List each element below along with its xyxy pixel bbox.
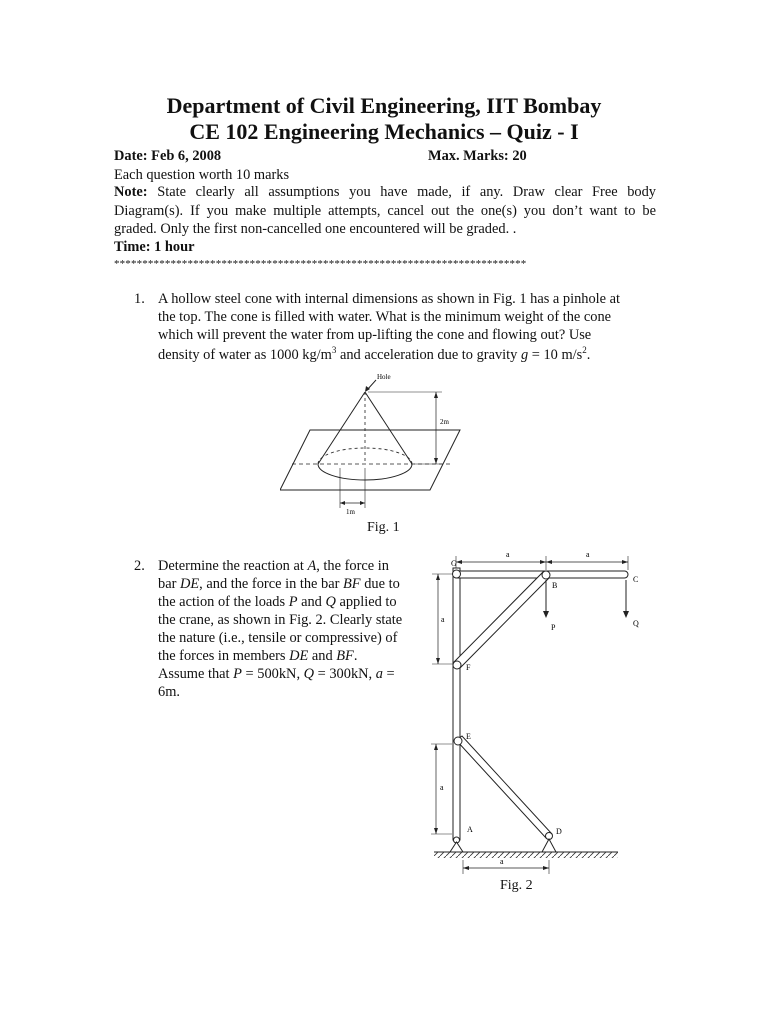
q2-line-4: the crane, as shown in Fig. 2. Clearly state (158, 612, 403, 628)
fig2-support-a (450, 842, 463, 852)
fig2-label-q: Q (633, 619, 639, 628)
q1-line-1: A hollow steel cone with internal dimensions as shown in Fig. 1 has a pinhole at (158, 291, 621, 307)
fig2-pin-b (542, 571, 550, 579)
fig1-caption: Fig. 1 (367, 520, 400, 535)
note-text-1: State clearly all assumptions you have made, if any. Draw clear Free body (157, 184, 656, 200)
fig1-cone-diagram (280, 368, 480, 516)
q1-line-2: the top. The cone is filled with water. What is the minimum weight of the cone (158, 309, 612, 325)
fig1-cone-left (318, 392, 365, 464)
marks-note: Each question worth 10 marks (114, 167, 290, 183)
fig2-label-b: B (552, 581, 558, 590)
fig2-pin-g (453, 570, 461, 578)
fig2-pin-f (453, 661, 461, 669)
fig2-a-label-2: a (586, 550, 590, 559)
fig1-radius-label: 1m (346, 508, 355, 516)
fig2-label-d: D (556, 827, 562, 836)
fig1-hole-label: Hole (377, 373, 391, 381)
separator: ************************************************************************* (114, 258, 527, 270)
q2-line-2: bar DE, and the force in the bar BF due to (158, 576, 400, 592)
fig2-label-a: A (467, 825, 473, 834)
exam-date: Date: Feb 6, 2008 (114, 148, 222, 164)
fig2-a-label-4: a (440, 783, 444, 792)
q2-line-3: the action of the loads P and Q applied to (158, 594, 397, 610)
fig2-a-label-1: a (506, 550, 510, 559)
fig2-pin-e (454, 737, 462, 745)
fig2-label-f: F (466, 663, 471, 672)
note-label: Note: (114, 184, 148, 200)
max-marks: Max. Marks: 20 (428, 148, 527, 164)
fig1-cone-right (365, 392, 412, 464)
q1-line-3: which will prevent the water from up-lifting the cone and flowing out? Use (158, 327, 592, 343)
course-title: CE 102 Engineering Mechanics – Quiz - I (189, 119, 579, 144)
fig1-height-label: 2m (440, 418, 449, 426)
q2-line-6: the forces in members DE and BF. (158, 648, 358, 664)
q2-line-8: 6m. (158, 684, 180, 700)
fig2-label-g: G (451, 559, 457, 568)
q2-line-7: Assume that P = 500kN, Q = 300kN, a = (158, 666, 395, 682)
fig2-label-e: E (466, 732, 471, 741)
fig2-crane-diagram (428, 544, 662, 874)
fig2-a-label-5: a (500, 857, 504, 866)
fig2-member-bf (454, 572, 549, 668)
fig1-plane (280, 430, 460, 490)
fig2-support-d (542, 839, 556, 852)
q1-number: 1. (134, 291, 145, 307)
note-line-3: graded. Only the first non-cancelled one encountered will be graded. . (114, 221, 517, 237)
fig2-label-p: P (551, 623, 556, 632)
fig2-member-de (456, 736, 552, 838)
fig2-caption: Fig. 2 (500, 878, 533, 893)
page-title: Department of Civil Engineering, IIT Bombay (166, 93, 602, 118)
fig2-ground-hatch (434, 852, 618, 858)
q2-number: 2. (134, 558, 145, 574)
note-line-2: Diagram(s). If you make multiple attempts, cancel out the one(s) you don’t want to be (114, 203, 656, 219)
q2-line-1: Determine the reaction at A, the force in (158, 558, 389, 574)
fig2-column (453, 568, 460, 840)
q2-line-5: the nature (i.e., tensile or compressive) of (158, 630, 398, 646)
exam-time: Time: 1 hour (114, 239, 195, 255)
q1-line-4: density of water as 1000 $kg/m^3$ and acceleration due to gravity g = 10 $m/s^2$. (158, 345, 591, 363)
note-line-1 (114, 184, 656, 201)
fig2-a-label-3: a (441, 615, 445, 624)
fig2-label-c: C (633, 575, 639, 584)
